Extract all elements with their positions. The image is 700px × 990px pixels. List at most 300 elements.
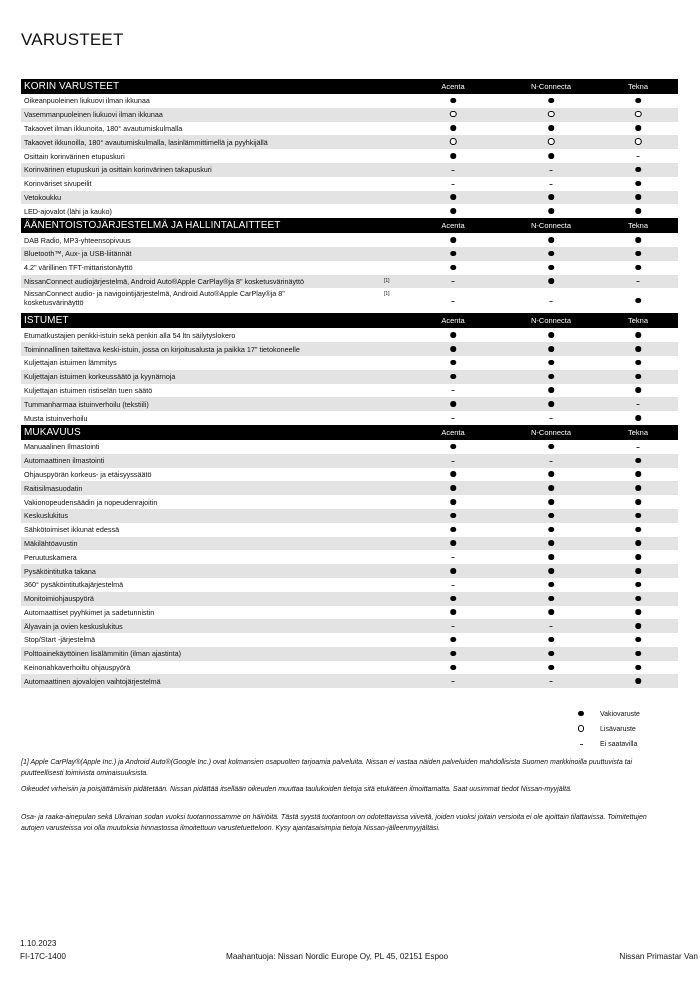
table-row bbox=[21, 495, 678, 509]
row-label: Keinonahkaverhoiltu ohjauspyörä bbox=[24, 663, 131, 673]
not-available-dash-icon bbox=[637, 404, 640, 405]
table-row bbox=[21, 647, 678, 661]
standard-dot-icon bbox=[548, 332, 554, 338]
standard-dot-icon bbox=[450, 265, 456, 271]
availability-cell bbox=[635, 236, 641, 245]
not-available-dash-icon bbox=[452, 281, 455, 282]
availability-cell bbox=[635, 553, 641, 562]
standard-dot-icon bbox=[548, 637, 554, 643]
availability-cell bbox=[452, 456, 455, 465]
standard-dot-icon bbox=[548, 554, 554, 560]
availability-cell bbox=[548, 386, 554, 395]
row-label: Peruutuskamera bbox=[24, 552, 77, 562]
table-row bbox=[21, 674, 678, 688]
standard-dot-icon bbox=[635, 458, 641, 464]
standard-dot-icon bbox=[450, 401, 456, 407]
not-available-dash-icon bbox=[637, 281, 640, 282]
standard-dot-icon bbox=[548, 596, 554, 602]
standard-dot-icon bbox=[450, 374, 456, 380]
availability-cell bbox=[635, 567, 641, 576]
standard-dot-icon bbox=[450, 637, 456, 643]
availability-cell bbox=[548, 152, 554, 161]
availability-cell bbox=[450, 649, 456, 658]
standard-dot-icon bbox=[548, 609, 554, 615]
availability-cell bbox=[635, 249, 641, 258]
table-row bbox=[21, 468, 678, 482]
table-row bbox=[21, 233, 678, 247]
availability-cell bbox=[550, 296, 553, 305]
standard-dot-icon bbox=[635, 374, 641, 380]
availability-cell bbox=[550, 179, 553, 188]
row-label: Keskuslukitus bbox=[24, 511, 68, 521]
standard-dot-icon bbox=[548, 346, 554, 352]
standard-dot-icon bbox=[450, 98, 456, 104]
availability-cell bbox=[550, 165, 553, 174]
row-label: Kuljettajan istuimen lämmitys bbox=[24, 358, 117, 368]
standard-dot-icon bbox=[635, 554, 641, 560]
availability-cell bbox=[450, 124, 456, 133]
standard-dot-icon bbox=[635, 499, 641, 505]
not-available-dash-icon bbox=[452, 170, 455, 171]
standard-dot-icon bbox=[548, 568, 554, 574]
standard-dot-icon bbox=[450, 651, 456, 657]
table-row bbox=[21, 122, 678, 136]
standard-dot-icon bbox=[450, 237, 456, 243]
standard-dot-icon bbox=[548, 278, 554, 284]
row-label: Korinvärinen etupuskuri ja osittain korinvärinen takapuskuri bbox=[24, 165, 212, 175]
availability-cell bbox=[548, 498, 554, 507]
standard-dot-icon bbox=[548, 485, 554, 491]
availability-cell bbox=[450, 498, 456, 507]
column-header: N-Connecta bbox=[530, 221, 572, 231]
page-title: VARUSTEET bbox=[21, 30, 124, 49]
legend-label: Vakiovaruste bbox=[600, 711, 640, 718]
column-header: N-Connecta bbox=[530, 82, 572, 91]
row-label: Monitoimiohjauspyörä bbox=[24, 594, 94, 604]
not-available-dash-icon bbox=[550, 461, 553, 462]
row-label: 4.2" värillinen TFT-mittaristonäyttö bbox=[24, 263, 133, 273]
row-label: Automaattiset pyyhkimet ja sadetunnistin bbox=[24, 607, 155, 617]
availability-cell bbox=[548, 484, 554, 493]
row-label: Vasemmanpuoleinen liukuovi ilman ikkunaa bbox=[24, 110, 163, 120]
table-row bbox=[21, 94, 678, 108]
standard-dot-icon bbox=[548, 125, 554, 131]
availability-cell bbox=[452, 296, 455, 305]
section-title: ISTUMET bbox=[24, 315, 69, 327]
standard-dot-icon bbox=[635, 237, 641, 243]
availability-cell bbox=[635, 608, 641, 617]
row-label: DAB Radio, MP3-yhteensopivuus bbox=[24, 235, 131, 245]
standard-dot-icon bbox=[450, 485, 456, 491]
availability-cell bbox=[548, 567, 554, 576]
table-row bbox=[21, 342, 678, 356]
standard-dot-icon bbox=[635, 596, 641, 602]
table-row bbox=[21, 356, 678, 370]
availability-cell bbox=[637, 400, 640, 409]
availability-cell bbox=[635, 345, 641, 354]
row-label: Polttoainekäyttöinen lisälämmitin (ilman ajastinta) bbox=[24, 649, 181, 659]
table-row bbox=[21, 135, 678, 149]
availability-cell bbox=[452, 165, 455, 174]
availability-cell bbox=[450, 138, 457, 147]
availability-cell bbox=[548, 442, 554, 451]
standard-dot-icon bbox=[450, 194, 456, 200]
legend-label: Lisävaruste bbox=[600, 726, 636, 733]
column-header: N-Connecta bbox=[530, 427, 572, 437]
standard-dot-icon bbox=[635, 181, 641, 187]
availability-cell bbox=[635, 96, 641, 105]
not-available-dash-icon bbox=[452, 184, 455, 185]
standard-dot-icon bbox=[548, 265, 554, 271]
standard-dot-icon bbox=[635, 665, 641, 671]
availability-cell bbox=[635, 165, 641, 174]
availability-cell bbox=[450, 110, 457, 119]
availability-cell bbox=[635, 635, 641, 644]
availability-cell bbox=[548, 358, 554, 367]
availability-cell bbox=[450, 594, 456, 603]
availability-cell bbox=[635, 677, 641, 686]
availability-cell bbox=[548, 663, 554, 672]
standard-dot-icon bbox=[635, 208, 641, 214]
availability-cell bbox=[635, 456, 641, 465]
availability-cell bbox=[548, 207, 554, 216]
row-label: LED-ajovalot (lähi ja kauko) bbox=[24, 206, 112, 216]
availability-cell bbox=[452, 414, 455, 423]
standard-dot-icon bbox=[635, 98, 641, 104]
standard-dot-icon bbox=[548, 401, 554, 407]
availability-cell bbox=[548, 138, 555, 147]
not-available-dash-icon bbox=[452, 585, 455, 586]
standard-dot-icon bbox=[635, 540, 641, 546]
availability-cell bbox=[635, 649, 641, 658]
not-available-dash-icon bbox=[550, 626, 553, 627]
row-label: Takaovet ilman ikkunoita, 180° avautumiskulmalla bbox=[24, 123, 183, 133]
not-available-dash-icon bbox=[452, 301, 455, 302]
standard-dot-icon bbox=[450, 568, 456, 574]
availability-cell bbox=[548, 372, 554, 381]
row-label: Ohjauspyörän korkeus- ja etäisyyssäätö bbox=[24, 469, 152, 479]
availability-cell bbox=[450, 193, 456, 202]
availability-cell bbox=[548, 594, 554, 603]
row-label: Raitisilmasuodatin bbox=[24, 483, 83, 493]
standard-dot-icon bbox=[635, 568, 641, 574]
availability-cell bbox=[548, 277, 554, 286]
availability-cell bbox=[452, 580, 455, 589]
availability-cell bbox=[548, 236, 554, 245]
optional-ring-icon bbox=[578, 725, 585, 732]
standard-dot-icon bbox=[548, 527, 554, 533]
table-row bbox=[21, 328, 678, 342]
availability-cell bbox=[635, 511, 641, 520]
standard-dot-icon bbox=[635, 609, 641, 615]
availability-cell bbox=[635, 296, 641, 305]
standard-dot-icon bbox=[450, 471, 456, 477]
standard-dot-icon bbox=[635, 298, 641, 304]
availability-cell bbox=[550, 456, 553, 465]
row-label: Toiminnallinen taitettava keski-istuin, jossa on kirjoitusalusta ja paikka 17" tietokoneelle bbox=[24, 344, 300, 354]
availability-cell bbox=[635, 110, 642, 119]
availability-cell bbox=[635, 331, 641, 340]
availability-cell bbox=[550, 622, 553, 631]
availability-cell bbox=[450, 207, 456, 216]
availability-cell bbox=[548, 525, 554, 534]
column-header: Tekna bbox=[627, 316, 649, 326]
section-header bbox=[21, 425, 678, 440]
table-row bbox=[21, 163, 678, 177]
standard-dot-icon bbox=[635, 651, 641, 657]
availability-cell bbox=[635, 594, 641, 603]
row-label: Oikeanpuoleinen liukuovi ilman ikkunaa bbox=[24, 96, 150, 106]
not-available-dash-icon bbox=[580, 744, 583, 745]
availability-cell bbox=[635, 138, 642, 147]
standard-dot-icon bbox=[548, 374, 554, 380]
standard-dot-icon bbox=[635, 332, 641, 338]
availability-cell bbox=[450, 263, 456, 272]
availability-cell bbox=[548, 553, 554, 562]
availability-cell bbox=[450, 567, 456, 576]
availability-cell bbox=[635, 622, 641, 631]
standard-dot-icon bbox=[450, 332, 456, 338]
not-available-dash-icon bbox=[637, 156, 640, 157]
section-title: MUKAVUUS bbox=[24, 426, 81, 438]
legend-item bbox=[562, 707, 640, 722]
table-row bbox=[21, 606, 678, 620]
availability-cell bbox=[548, 110, 555, 119]
standard-dot-icon bbox=[635, 678, 641, 684]
standard-dot-icon bbox=[450, 251, 456, 257]
availability-cell bbox=[450, 608, 456, 617]
availability-cell bbox=[452, 622, 455, 631]
availability-cell bbox=[635, 386, 641, 395]
table-row bbox=[21, 397, 678, 411]
row-label: Älyavain ja ovien keskuslukitus bbox=[24, 621, 123, 631]
standard-dot-icon bbox=[548, 153, 554, 159]
optional-ring-icon bbox=[548, 111, 555, 118]
availability-cell bbox=[450, 249, 456, 258]
row-label: Tummanharmaa istuinverhoilu (tekstiili) bbox=[24, 399, 149, 409]
table-row bbox=[21, 440, 678, 454]
availability-cell bbox=[635, 414, 641, 423]
availability-cell bbox=[450, 663, 456, 672]
not-available-dash-icon bbox=[452, 626, 455, 627]
row-label: NissanConnect audio- ja navigointijärjestelmä, Android Auto®Apple CarPlay®ja 8" kosketusvärinäyttö bbox=[24, 289, 285, 308]
standard-dot-icon bbox=[548, 360, 554, 366]
table-row bbox=[21, 592, 678, 606]
availability-cell bbox=[548, 511, 554, 520]
standard-dot-icon bbox=[548, 582, 554, 588]
column-header: N-Connecta bbox=[530, 316, 572, 326]
legend-label: Ei saatavilla bbox=[600, 741, 638, 748]
standard-dot-icon bbox=[450, 513, 456, 519]
standard-dot-icon bbox=[635, 637, 641, 643]
availability-cell bbox=[548, 331, 554, 340]
table-row bbox=[21, 550, 678, 564]
availability-cell bbox=[452, 179, 455, 188]
standard-dot-icon bbox=[548, 499, 554, 505]
standard-dot-icon bbox=[635, 415, 641, 421]
not-available-dash-icon bbox=[452, 418, 455, 419]
standard-dot-icon bbox=[548, 513, 554, 519]
not-available-dash-icon bbox=[637, 447, 640, 448]
availability-cell bbox=[635, 358, 641, 367]
optional-ring-icon bbox=[548, 138, 555, 145]
availability-cell bbox=[548, 263, 554, 272]
legend bbox=[562, 707, 640, 752]
table-row bbox=[21, 275, 678, 289]
standard-dot-icon bbox=[450, 540, 456, 546]
not-available-dash-icon bbox=[550, 301, 553, 302]
standard-dot-icon bbox=[450, 208, 456, 214]
availability-cell bbox=[637, 152, 640, 161]
standard-dot-icon bbox=[635, 485, 641, 491]
availability-cell bbox=[450, 400, 456, 409]
row-label: Pysäköintitutka takana bbox=[24, 566, 96, 576]
table-row bbox=[21, 564, 678, 578]
row-label: Kuljettajan istuimen ristiselän tuen säätö bbox=[24, 385, 153, 395]
column-header: Tekna bbox=[627, 221, 649, 231]
table-row bbox=[21, 191, 678, 205]
standard-dot-icon bbox=[635, 167, 641, 173]
availability-cell bbox=[450, 345, 456, 354]
row-label: Kuljettajan istuimen korkeussäätö ja kyynärnoja bbox=[24, 372, 176, 382]
not-available-dash-icon bbox=[452, 461, 455, 462]
standard-dot-icon bbox=[548, 651, 554, 657]
table-row bbox=[21, 633, 678, 647]
availability-cell bbox=[635, 470, 641, 479]
availability-cell bbox=[450, 484, 456, 493]
availability-cell bbox=[548, 608, 554, 617]
availability-cell bbox=[452, 277, 455, 286]
availability-cell bbox=[450, 539, 456, 548]
availability-cell bbox=[635, 663, 641, 672]
row-label: Sähkötoimiset ikkunat edessä bbox=[24, 525, 120, 535]
table-row bbox=[21, 537, 678, 551]
availability-cell bbox=[548, 96, 554, 105]
row-label: Stop/Start -järjestelmä bbox=[24, 635, 96, 645]
availability-cell bbox=[548, 649, 554, 658]
row-label: Osittain korinvärinen etupuskuri bbox=[24, 151, 125, 161]
standard-dot-icon bbox=[450, 125, 456, 131]
not-available-dash-icon bbox=[550, 184, 553, 185]
standard-dot-icon bbox=[548, 251, 554, 257]
optional-ring-icon bbox=[635, 111, 642, 118]
legend-item bbox=[562, 737, 640, 752]
standard-dot-icon bbox=[450, 527, 456, 533]
table-row bbox=[21, 247, 678, 261]
availability-cell bbox=[635, 193, 641, 202]
availability-cell bbox=[450, 525, 456, 534]
table-row bbox=[21, 619, 678, 633]
table-row bbox=[21, 261, 678, 275]
standard-dot-icon bbox=[450, 499, 456, 505]
availability-cell bbox=[550, 414, 553, 423]
availability-cell bbox=[550, 677, 553, 686]
availability-cell bbox=[635, 263, 641, 272]
table-row bbox=[21, 177, 678, 191]
footer-model: Nissan Primastar Van bbox=[619, 952, 698, 961]
disclaimer-note: Oikeudet virheisiin ja poisjättämisiin pidätetään. Nissan pidättää itsellään oikeuden muuttaa taulukoiden tietoja sitä etukäteen ilmoittamatta. Saat uusimmat tiedot Nissan-myyjältä. bbox=[21, 786, 572, 793]
footnote-ref: [1] bbox=[384, 277, 390, 284]
table-row bbox=[21, 411, 678, 425]
not-available-dash-icon bbox=[550, 418, 553, 419]
availability-cell bbox=[450, 511, 456, 520]
standard-dot-icon bbox=[548, 387, 554, 393]
availability-cell bbox=[450, 470, 456, 479]
table-row bbox=[21, 454, 678, 468]
availability-cell bbox=[635, 525, 641, 534]
availability-cell bbox=[548, 635, 554, 644]
row-label: Automaattinen ilmastointi bbox=[24, 456, 105, 466]
availability-cell bbox=[635, 498, 641, 507]
row-label: Bluetooth™, Aux- ja USB-liitännät bbox=[24, 249, 132, 259]
standard-dot-icon bbox=[548, 208, 554, 214]
availability-cell bbox=[452, 553, 455, 562]
availability-cell bbox=[548, 249, 554, 258]
standard-dot-icon bbox=[635, 387, 641, 393]
availability-cell bbox=[450, 635, 456, 644]
row-label: Takaovet ikkunoilla, 180° avautumiskulmalla, lasinlämmittimellä ja pyyhkijällä bbox=[24, 137, 268, 147]
row-label: Automaattinen ajovalojen vaihtojärjestelmä bbox=[24, 676, 161, 686]
availability-cell bbox=[548, 580, 554, 589]
availability-cell bbox=[452, 386, 455, 395]
table-row bbox=[21, 149, 678, 163]
availability-cell bbox=[450, 372, 456, 381]
optional-ring-icon bbox=[450, 111, 457, 118]
standard-dot-icon bbox=[578, 711, 584, 717]
standard-dot-icon bbox=[635, 251, 641, 257]
row-label: 360° pysäköintitutkajärjestelmä bbox=[24, 580, 124, 590]
footer-importer: Maahantuoja: Nissan Nordic Europe Oy, PL 45, 02151 Espoo bbox=[226, 952, 449, 961]
equipment-table bbox=[21, 79, 678, 688]
availability-cell bbox=[548, 193, 554, 202]
column-header: Acenta bbox=[441, 221, 465, 231]
standard-dot-icon bbox=[635, 471, 641, 477]
footnote-ref: [1] bbox=[384, 291, 390, 298]
row-label: Vetokoukku bbox=[24, 192, 62, 202]
legend-item bbox=[562, 722, 640, 737]
footer-code: FI-17C-1400 bbox=[20, 952, 66, 961]
not-available-dash-icon bbox=[550, 681, 553, 682]
standard-dot-icon bbox=[548, 471, 554, 477]
standard-dot-icon bbox=[635, 582, 641, 588]
standard-dot-icon bbox=[635, 513, 641, 519]
not-available-dash-icon bbox=[452, 390, 455, 391]
availability-cell bbox=[548, 539, 554, 548]
availability-cell bbox=[637, 442, 640, 451]
availability-cell bbox=[452, 677, 455, 686]
standard-dot-icon bbox=[450, 596, 456, 602]
section-header bbox=[21, 218, 678, 233]
availability-cell bbox=[635, 179, 641, 188]
standard-dot-icon bbox=[548, 444, 554, 450]
footer-date: 1.10.2023 bbox=[20, 939, 57, 948]
standard-dot-icon bbox=[635, 194, 641, 200]
optional-ring-icon bbox=[450, 138, 457, 145]
availability-cell bbox=[450, 358, 456, 367]
column-header: Acenta bbox=[441, 427, 465, 437]
footnote-carplay: [1] Apple CarPlay®(Apple Inc.) ja Android Auto®(Google Inc.) ovat kolmansien osapuolten tarjoamia palveluita. Nissan ei vastaa näiden palveluiden mahdollisista Suomen markkinoilla puuttuvista tai puutteellisesti toimivista ominaisuuksista. bbox=[21, 759, 633, 777]
standard-dot-icon bbox=[635, 125, 641, 131]
standard-dot-icon bbox=[450, 360, 456, 366]
standard-dot-icon bbox=[635, 265, 641, 271]
column-header: Tekna bbox=[627, 427, 649, 437]
availability-cell bbox=[635, 580, 641, 589]
column-header: Acenta bbox=[441, 82, 465, 91]
section-title: KORIN VARUSTEET bbox=[24, 81, 120, 92]
table-row bbox=[21, 481, 678, 495]
standard-dot-icon bbox=[635, 623, 641, 629]
row-label: Musta istuinverhoilu bbox=[24, 413, 88, 423]
